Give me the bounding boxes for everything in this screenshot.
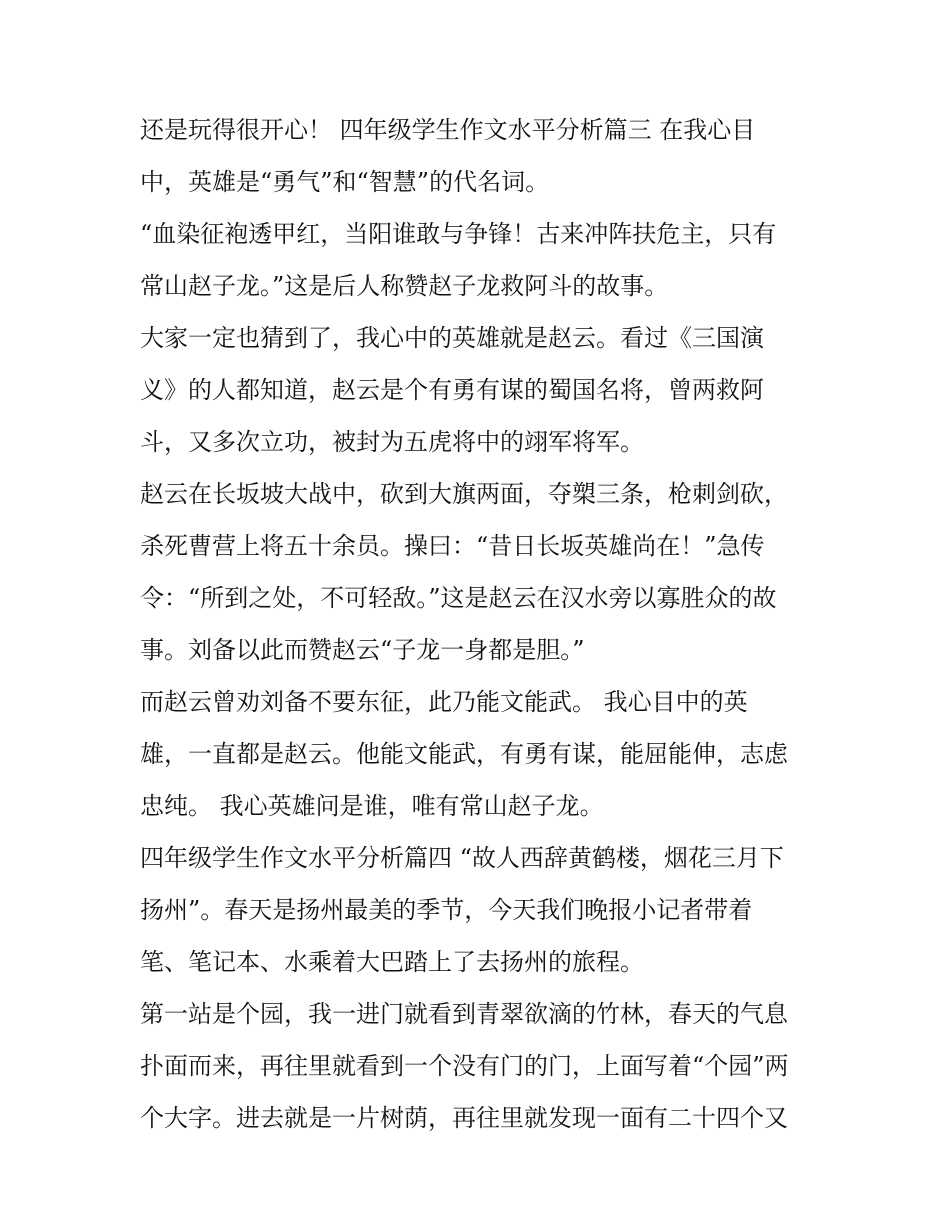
text-line: 扬州”。春天是扬州最美的季节，今天我们晚报小记者带着 [140,896,753,924]
text-line: 赵云在长坂坡大战中，砍到大旗两面，夺槊三条，枪刺剑砍， [140,480,788,508]
text-line: 事。刘备以此而赞赵云“子龙一身都是胆。” [140,636,585,664]
text-line: 常山赵子龙。”这是后人称赞赵子龙救阿斗的故事。 [140,272,669,300]
text-line: 义》的人都知道，赵云是个有勇有谋的蜀国名将，曾两救阿 [140,376,764,404]
text-line: 个大字。进去就是一片树荫，再往里就发现一面有二十四个又 [140,1104,788,1132]
text-line: 雄，一直都是赵云。他能文能武，有勇有谋，能屈能伸，志虑 [140,740,788,768]
text-line: 第一站是个园，我一进门就看到青翠欲滴的竹林，春天的气息 [140,1000,788,1028]
text-line: 还是玩得很开心！ 四年级学生作文水平分析篇三 在我心目 [140,116,756,144]
text-line: 忠纯。 我心英雄问是谁，唯有常山赵子龙。 [140,792,604,820]
text-line: 杀死曹营上将五十余员。操曰：“昔日长坂英雄尚在！”急传 [140,532,765,560]
text-line: 斗，又多次立功，被封为五虎将中的翊军将军。 [140,428,644,456]
text-line: 令：“所到之处，不可轻敌。”这是赵云在汉水旁以寡胜众的故 [140,584,777,612]
text-line: 中，英雄是“勇气”和“智慧”的代名词。 [140,168,550,196]
text-line: 四年级学生作文水平分析篇四 “故人西辞黄鹤楼，烟花三月下 [140,844,784,872]
text-line: 笔、笔记本、水乘着大巴踏上了去扬州的旅程。 [140,948,644,976]
text-line: 扑面而来，再往里就看到一个没有门的门，上面写着“个园”两 [140,1052,789,1080]
text-line: 大家一定也猜到了，我心中的英雄就是赵云。看过《三国演 [140,324,764,352]
text-line: “血染征袍透甲红，当阳谁敢与争锋！古来冲阵扶危主，只有 [140,220,777,248]
text-line: 而赵云曾劝刘备不要东征，此乃能文能武。 我心目中的英 [140,688,748,716]
